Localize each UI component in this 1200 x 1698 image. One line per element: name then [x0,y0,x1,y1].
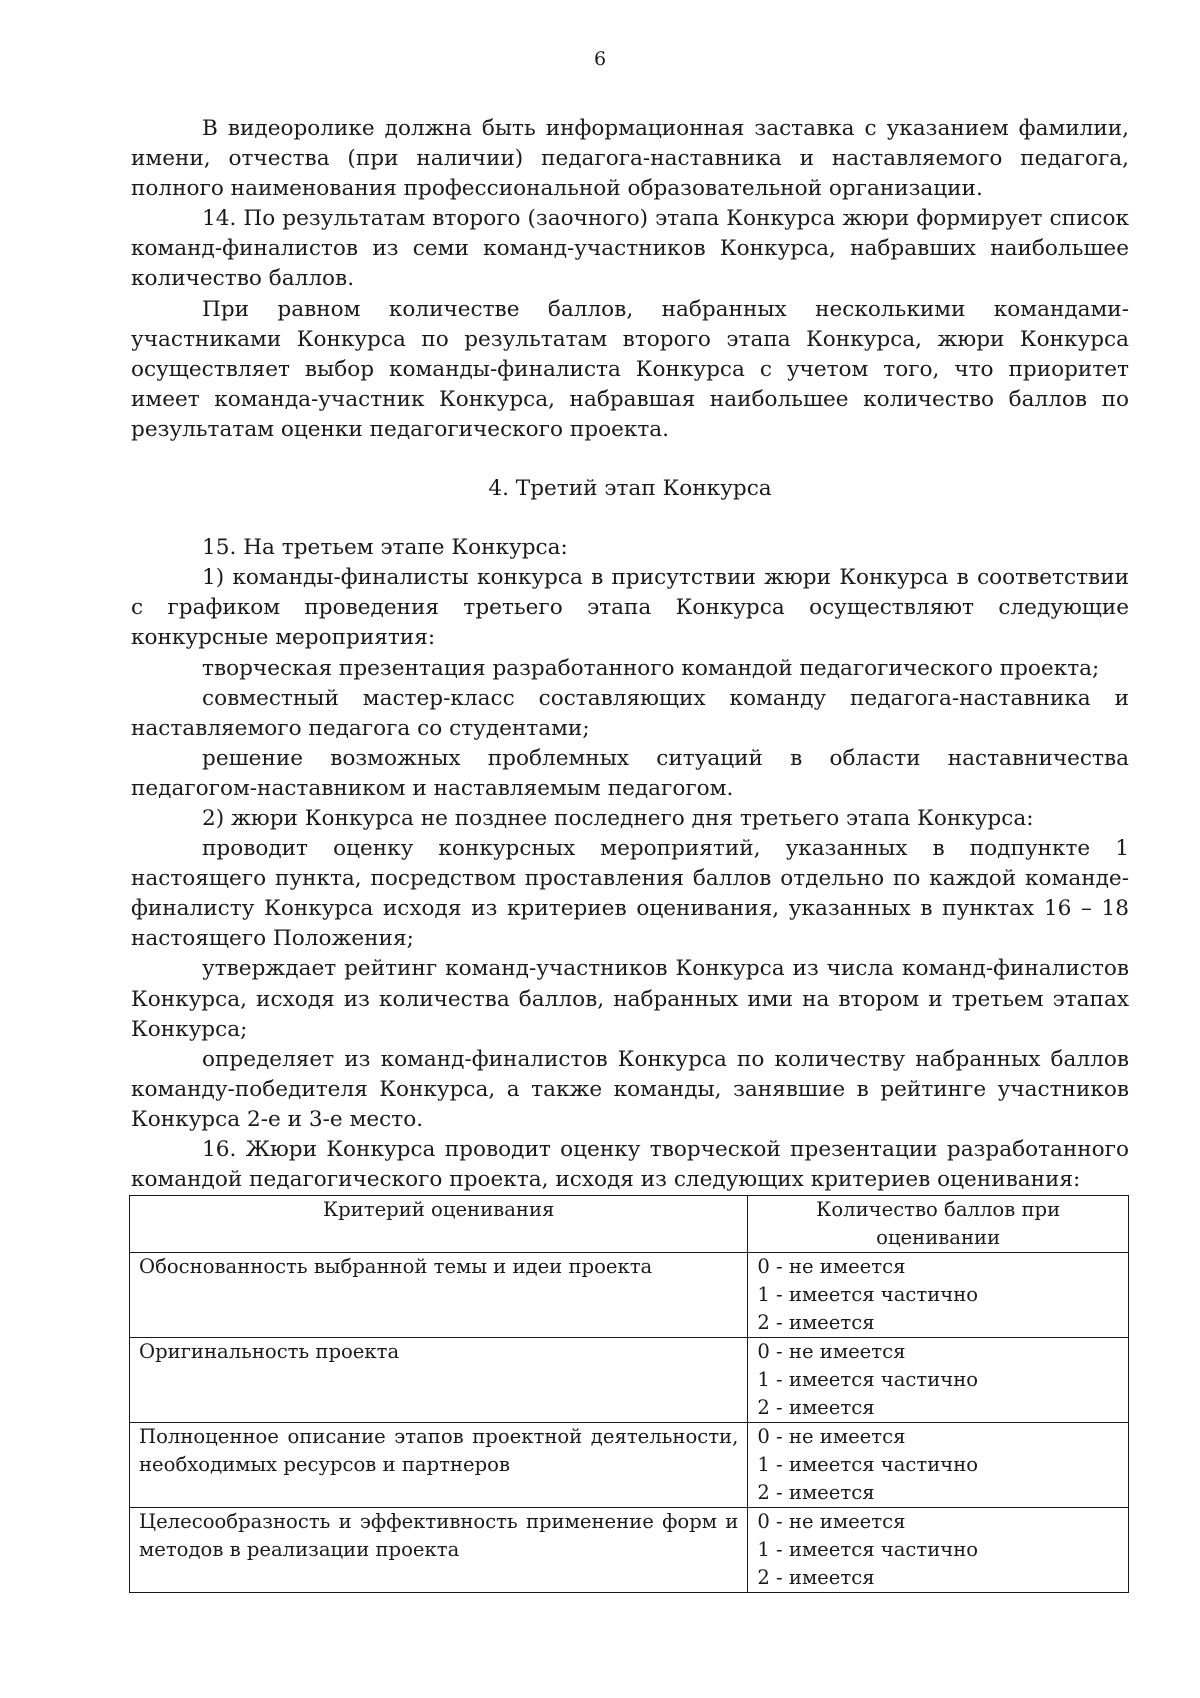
paragraph: 1) команды-финалисты конкурса в присутствии жюри Конкурса в соответствии с графиком проведения третьего этапа Конкурса осуществляют следующие конкурсные мероприятия: [131,565,1129,651]
score-option: 2 - имеется [757,1311,875,1335]
score-option: 2 - имеется [757,1481,875,1505]
paragraph: совместный мастер-класс составляющих команду педагога-наставника и наставляемого педагога со студентами; [131,685,1129,741]
table-row [130,1253,1129,1338]
score-option: 0 - не имеется [757,1340,906,1364]
criterion-cell [130,1423,748,1508]
score-option: 2 - имеется [757,1566,875,1590]
criterion-cell [130,1253,748,1338]
score-option: 1 - имеется частично [757,1368,979,1392]
score-cell [748,1338,1129,1423]
document-body [131,114,1129,1593]
criterion-name: Обоснованность выбранной темы и идеи проекта [139,1255,653,1279]
paragraph: проводит оценку конкурсных мероприятий, указанных в подпункте 1 настоящего пункта, посредством проставления баллов отдельно по каждой команде-финалисту Конкурса исходя из критериев оценивания, указанных в пунктах 16 – 18 настоящего Положения; [131,836,1129,952]
score-option: 1 - имеется частично [757,1538,979,1562]
score-option: 0 - не имеется [757,1425,906,1449]
paragraph: творческая презентация разработанного командой педагогического проекта; [202,655,1100,681]
table-row [130,1508,1129,1593]
paragraph: В видеоролике должна быть информационная заставка с указанием фамилии, имени, отчества (при наличии) педагога-наставника и наставляемого педагога, полного наименования профессиональной образовательной организации. [131,116,1129,202]
criterion-cell [130,1338,748,1423]
paragraph: решение возможных проблемных ситуаций в области наставничества педагогом-наставником и наставляемым педагогом. [131,745,1129,801]
paragraph: 2) жюри Конкурса не позднее последнего дня третьего этапа Конкурса: [202,805,1034,831]
table-row [130,1338,1129,1423]
score-option: 2 - имеется [757,1396,875,1420]
paragraph: утверждает рейтинг команд-участников Конкурса из числа команд-финалистов Конкурса, исходя из количества баллов, набранных ими на втором и третьем этапах Конкурса; [131,956,1129,1042]
score-option: 0 - не имеется [757,1255,906,1279]
table-header-row [130,1196,1129,1253]
paragraph: 15. На третьем этапе Конкурса: [202,535,568,561]
header-criterion: Критерий оценивания [130,1196,748,1253]
score-option: 1 - имеется частично [757,1283,979,1307]
score-cell [748,1253,1129,1338]
paragraph: 14. По результатам второго (заочного) этапа Конкурса жюри формирует список команд-финалистов из семи команд-участников Конкурса, набравших наибольшее количество баллов. [131,206,1129,292]
criteria-table [129,1195,1129,1593]
criterion-name: Целесообразность и эффективность применение форм и методов в реализации проекта [139,1510,739,1562]
score-cell [748,1423,1129,1508]
criterion-cell [130,1508,748,1593]
paragraph: При равном количестве баллов, набранных несколькими командами-участниками Конкурса по результатам второго этапа Конкурса, жюри Конкурса осуществляет выбор команды-финалиста Конкурса с учетом того, что приоритет имеет команда-участник Конкурса, набравшая наибольшее количество баллов по результатам оценки педагогического проекта. [131,296,1129,442]
score-option: 0 - не имеется [757,1510,906,1534]
section-heading: 4. Третий этап Конкурса [488,476,772,502]
table-row [130,1423,1129,1508]
header-score: Количество баллов при оценивании [748,1196,1129,1253]
page-number: 6 [593,48,607,70]
paragraph: 16. Жюри Конкурса проводит оценку творческой презентации разработанного командой педагогического проекта, исходя из следующих критериев оценивания: [131,1137,1129,1193]
criterion-name: Полноценное описание этапов проектной деятельности, необходимых ресурсов и партнеров [139,1425,739,1477]
score-option: 1 - имеется частично [757,1453,979,1477]
paragraph: определяет из команд-финалистов Конкурса по количеству набранных баллов команду-победителя Конкурса, а также команды, занявшие в рейтинге участников Конкурса 2-е и 3-е место. [131,1046,1129,1132]
score-cell [748,1508,1129,1593]
criterion-name: Оригинальность проекта [139,1340,400,1364]
